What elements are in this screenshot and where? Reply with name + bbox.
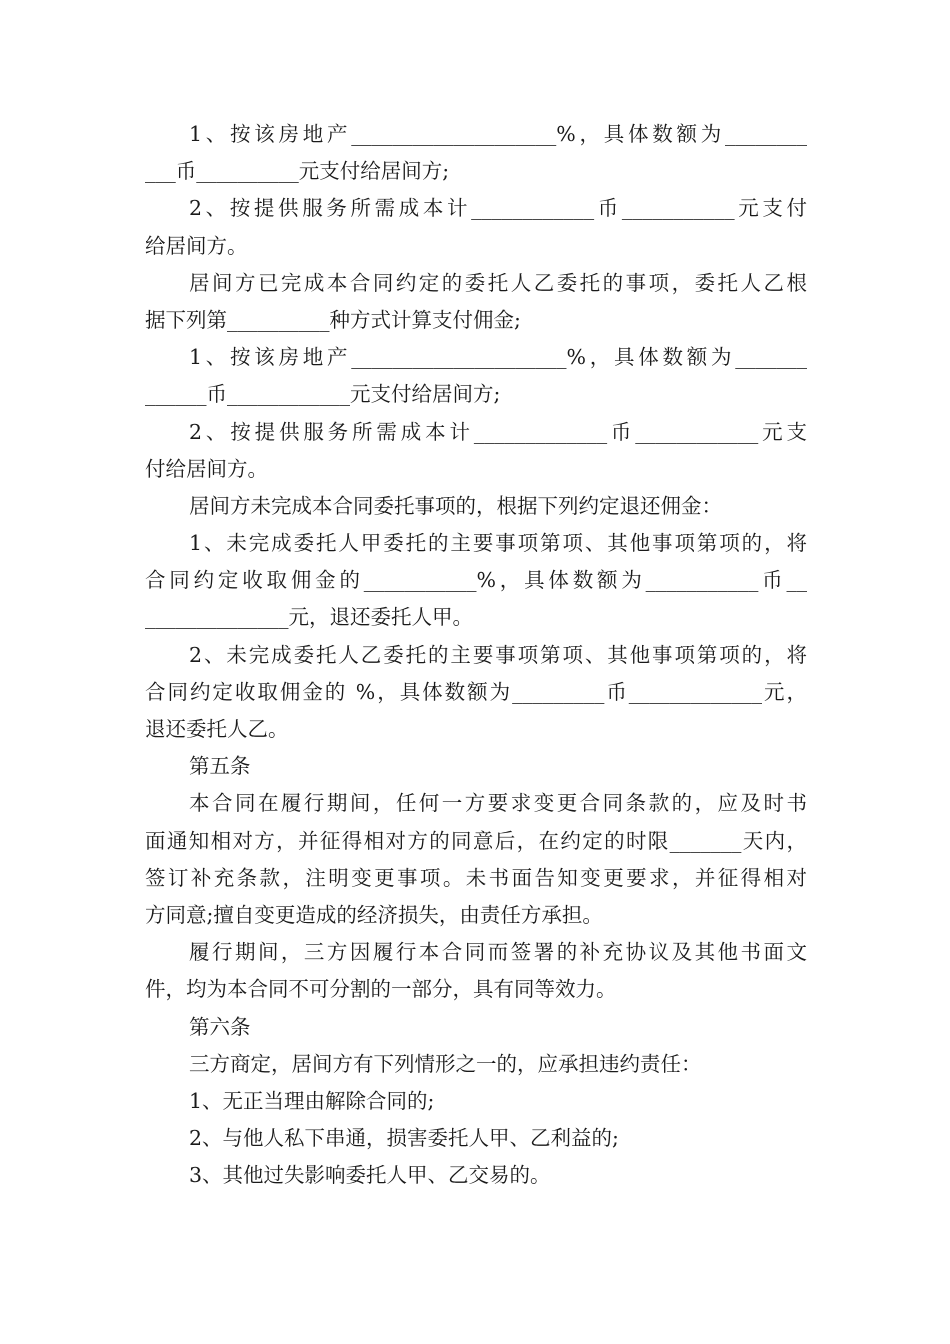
text-line: 合同约定收取佣金的___________%，具体数额为___________币__ bbox=[145, 568, 807, 593]
text-line: 合同约定收取佣金的 %，具体数额为_________币_____________元， bbox=[145, 679, 807, 704]
text-line: 居间方未完成本合同委托事项的，根据下列约定退还佣金： bbox=[189, 493, 722, 518]
text-line: 1、按该房地产____________________%，具体数额为________ bbox=[189, 122, 807, 146]
text-line: 履行期间，三方因履行本合同而签署的补充协议及其他书面文 bbox=[189, 940, 807, 965]
text-line: ______________元，退还委托人甲。 bbox=[145, 605, 473, 630]
contract-body bbox=[145, 116, 807, 1194]
text-line: 2、按提供服务所需成本计____________币___________元支付 bbox=[189, 196, 807, 221]
text-line: 面通知相对方，并征得相对方的同意后，在约定的时限_______天内， bbox=[145, 828, 807, 853]
text-line: 2、按提供服务所需成本计_____________币____________元支 bbox=[189, 419, 807, 444]
text-line: 居间方已完成本合同约定的委托人乙委托的事项，委托人乙根 bbox=[189, 270, 807, 295]
section-heading: 第五条 bbox=[189, 754, 251, 779]
section-heading: 第六条 bbox=[189, 1014, 251, 1039]
text-line: 3、其他过失影响委托人甲、乙交易的。 bbox=[189, 1163, 551, 1188]
text-line: 方同意;擅自变更造成的经济损失，由责任方承担。 bbox=[145, 902, 603, 927]
text-line: 1、按该房地产_____________________%，具体数额为_______ bbox=[189, 345, 807, 370]
text-line: 付给居间方。 bbox=[145, 456, 268, 481]
text-line: 1、未完成委托人甲委托的主要事项第项、其他事项第项的，将 bbox=[189, 531, 807, 556]
text-line: 1、无正当理由解除合同的; bbox=[189, 1088, 435, 1113]
text-line: 2、未完成委托人乙委托的主要事项第项、其他事项第项的，将 bbox=[189, 642, 807, 667]
text-line: 2、与他人私下串通，损害委托人甲、乙利益的; bbox=[189, 1126, 619, 1151]
text-line: 件，均为本合同不可分割的一部分，具有同等效力。 bbox=[145, 977, 617, 1002]
text-line: 三方商定，居间方有下列情形之一的，应承担违约责任： bbox=[189, 1051, 702, 1076]
text-line: 退还委托人乙。 bbox=[145, 717, 289, 741]
text-line: ___币__________元支付给居间方; bbox=[145, 159, 450, 184]
text-line: 本合同在履行期间，任何一方要求变更合同条款的，应及时书 bbox=[189, 791, 807, 816]
text-line: 据下列第__________种方式计算支付佣金; bbox=[145, 307, 521, 332]
text-line: 给居间方。 bbox=[145, 233, 248, 258]
text-line: 签订补充条款，注明变更事项。未书面告知变更要求，并征得相对 bbox=[145, 865, 807, 890]
text-line: ______币____________元支付给居间方; bbox=[145, 382, 501, 407]
